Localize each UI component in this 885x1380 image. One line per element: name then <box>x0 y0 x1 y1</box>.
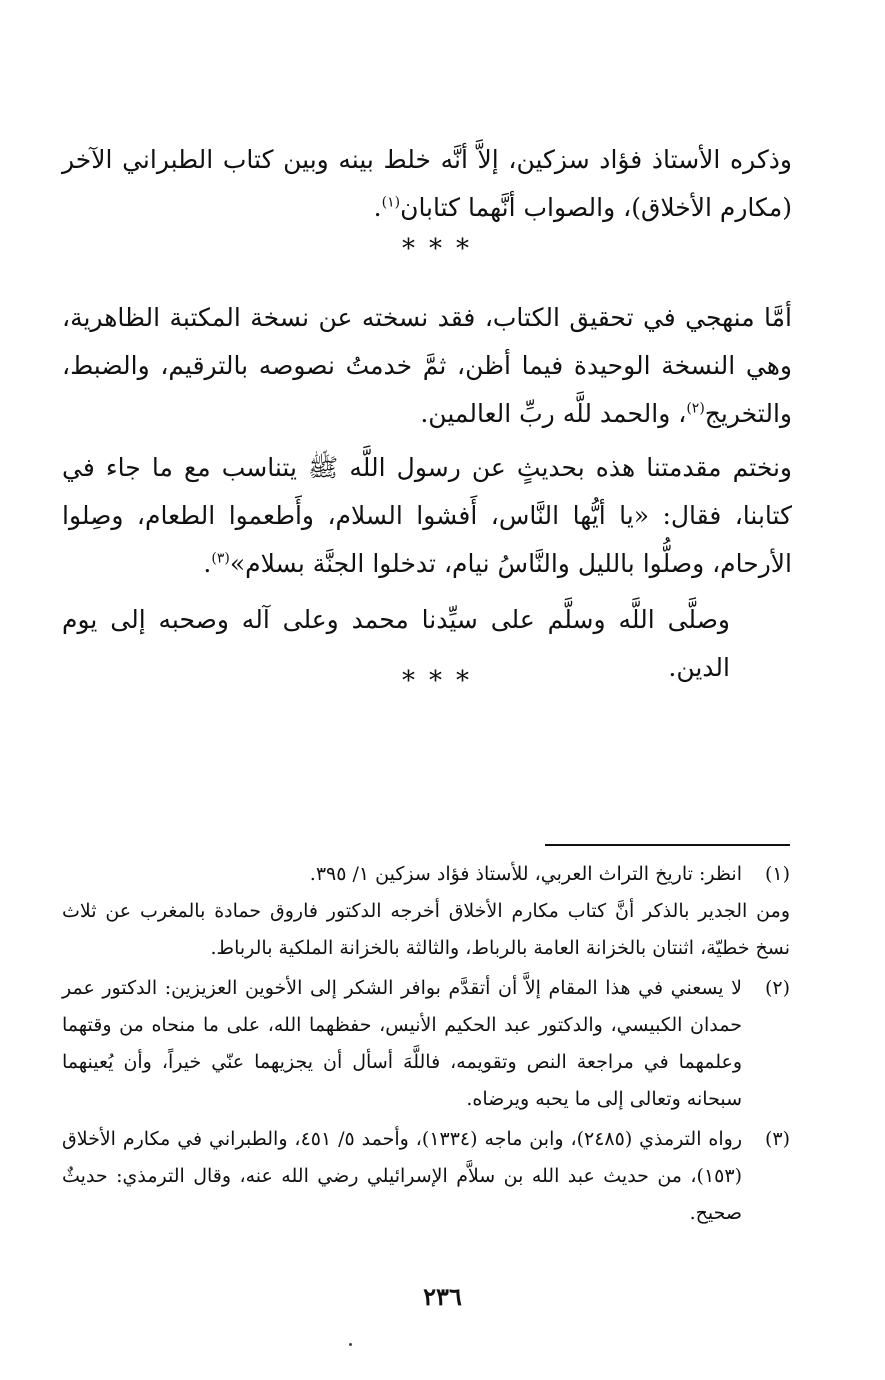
paragraph-3-end: . <box>203 549 212 578</box>
footnote-text: رواه الترمذي (٢٤٨٥)، وابن ماجه (١٣٣٤)، وأحمد ٥/ ٤٥١، والطبراني في مكارم الأخلاق (١٥٣)، من حديث عبد الله بن سلاَّم الإسرائيلي رضي الله عنه، وقال الترمذي: حديثٌ صحيح. <box>62 1128 743 1224</box>
footnotes <box>62 856 790 1235</box>
paragraph-2-end: ، والحمد للَّه ربِّ العالمين. <box>420 399 687 428</box>
footnote-number: (٢) <box>764 977 790 999</box>
footnote-divider <box>545 844 790 846</box>
paragraph-1-end: . <box>373 193 382 222</box>
footnote-number: (٣) <box>764 1128 790 1150</box>
scan-speck <box>349 1343 352 1346</box>
paragraph-2-text: أمَّا منهجي في تحقيق الكتاب، فقد نسخته عن نسخة المكتبة الظاهرية، وهي النسخة الوحيدة فيما أظن، ثمَّ خدمتُ نصوصه بالترقيم، والضبط، والتخريج <box>62 303 792 428</box>
paragraph-3 <box>62 444 792 588</box>
page-number: ٢٣٦ <box>423 1282 462 1311</box>
footnote-number: (١) <box>764 863 790 885</box>
footnote-text: انظر: تاريخ التراث العربي، للأستاذ فؤاد سزكين ١/ ٣٩٥. <box>309 863 742 885</box>
footnote-2 <box>62 970 790 1118</box>
footnote-3 <box>62 1121 790 1232</box>
paragraph-2 <box>62 294 792 438</box>
section-separator-2: *** <box>402 666 483 696</box>
footnote-ref-2: (٢) <box>686 400 705 417</box>
paragraph-4-text: وصلَّى اللَّه وسلَّم على سيِّدنا محمد وعلى آله وصحبه إلى يوم الدين. <box>62 605 730 682</box>
footnote-ref-3: (٣) <box>211 550 230 567</box>
footnote-text: ومن الجدير بالذكر أنَّ كتاب مكارم الأخلاق أخرجه الدكتور فاروق حمادة بالمغرب عن ثلاث نسخ خطيّة، اثنتان بالخزانة العامة بالرباط، والثالثة بالخزانة الملكية بالرباط. <box>62 900 790 959</box>
footnote-1 <box>62 856 790 967</box>
paragraph-1 <box>62 136 792 232</box>
section-separator-1: *** <box>402 234 483 264</box>
footnote-text: لا يسعني في هذا المقام إلاَّ أن أتقدَّم بوافر الشكر إلى الأخوين العزيزين: الدكتور عمر حمدان الكبيسي، والدكتور عبد الحكيم الأنيس، حفظهما الله، على ما منحاه من وقتهما وعلمهما في مراجعة النص وتقويمه، فاللَّهَ أسأل أن يجزيهما عنّي خيراً، وأن يُعينهما سبحانه وتعالى إلى ما يحبه ويرضاه. <box>62 977 742 1110</box>
paragraph-1-text: وذكره الأستاذ فؤاد سزكين، إلاَّ أنَّه خلط بينه وبين كتاب الطبراني الآخر (مكارم الأخلاق)، والصواب أنَّهما كتابان <box>62 145 792 222</box>
paragraph-3-text: ونختم مقدمتنا هذه بحديثٍ عن رسول اللَّه ﷺ يتناسب مع ما جاء في كتابنا، فقال: «يا أيُّها النَّاس، أَفشوا السلام، وأَطعموا الطعام، وصِلوا الأرحام، وصلُّوا بالليل والنَّاسُ نيام، تدخلوا الجنَّة بسلام» <box>62 453 792 578</box>
footnote-ref-1: (١) <box>381 194 401 211</box>
